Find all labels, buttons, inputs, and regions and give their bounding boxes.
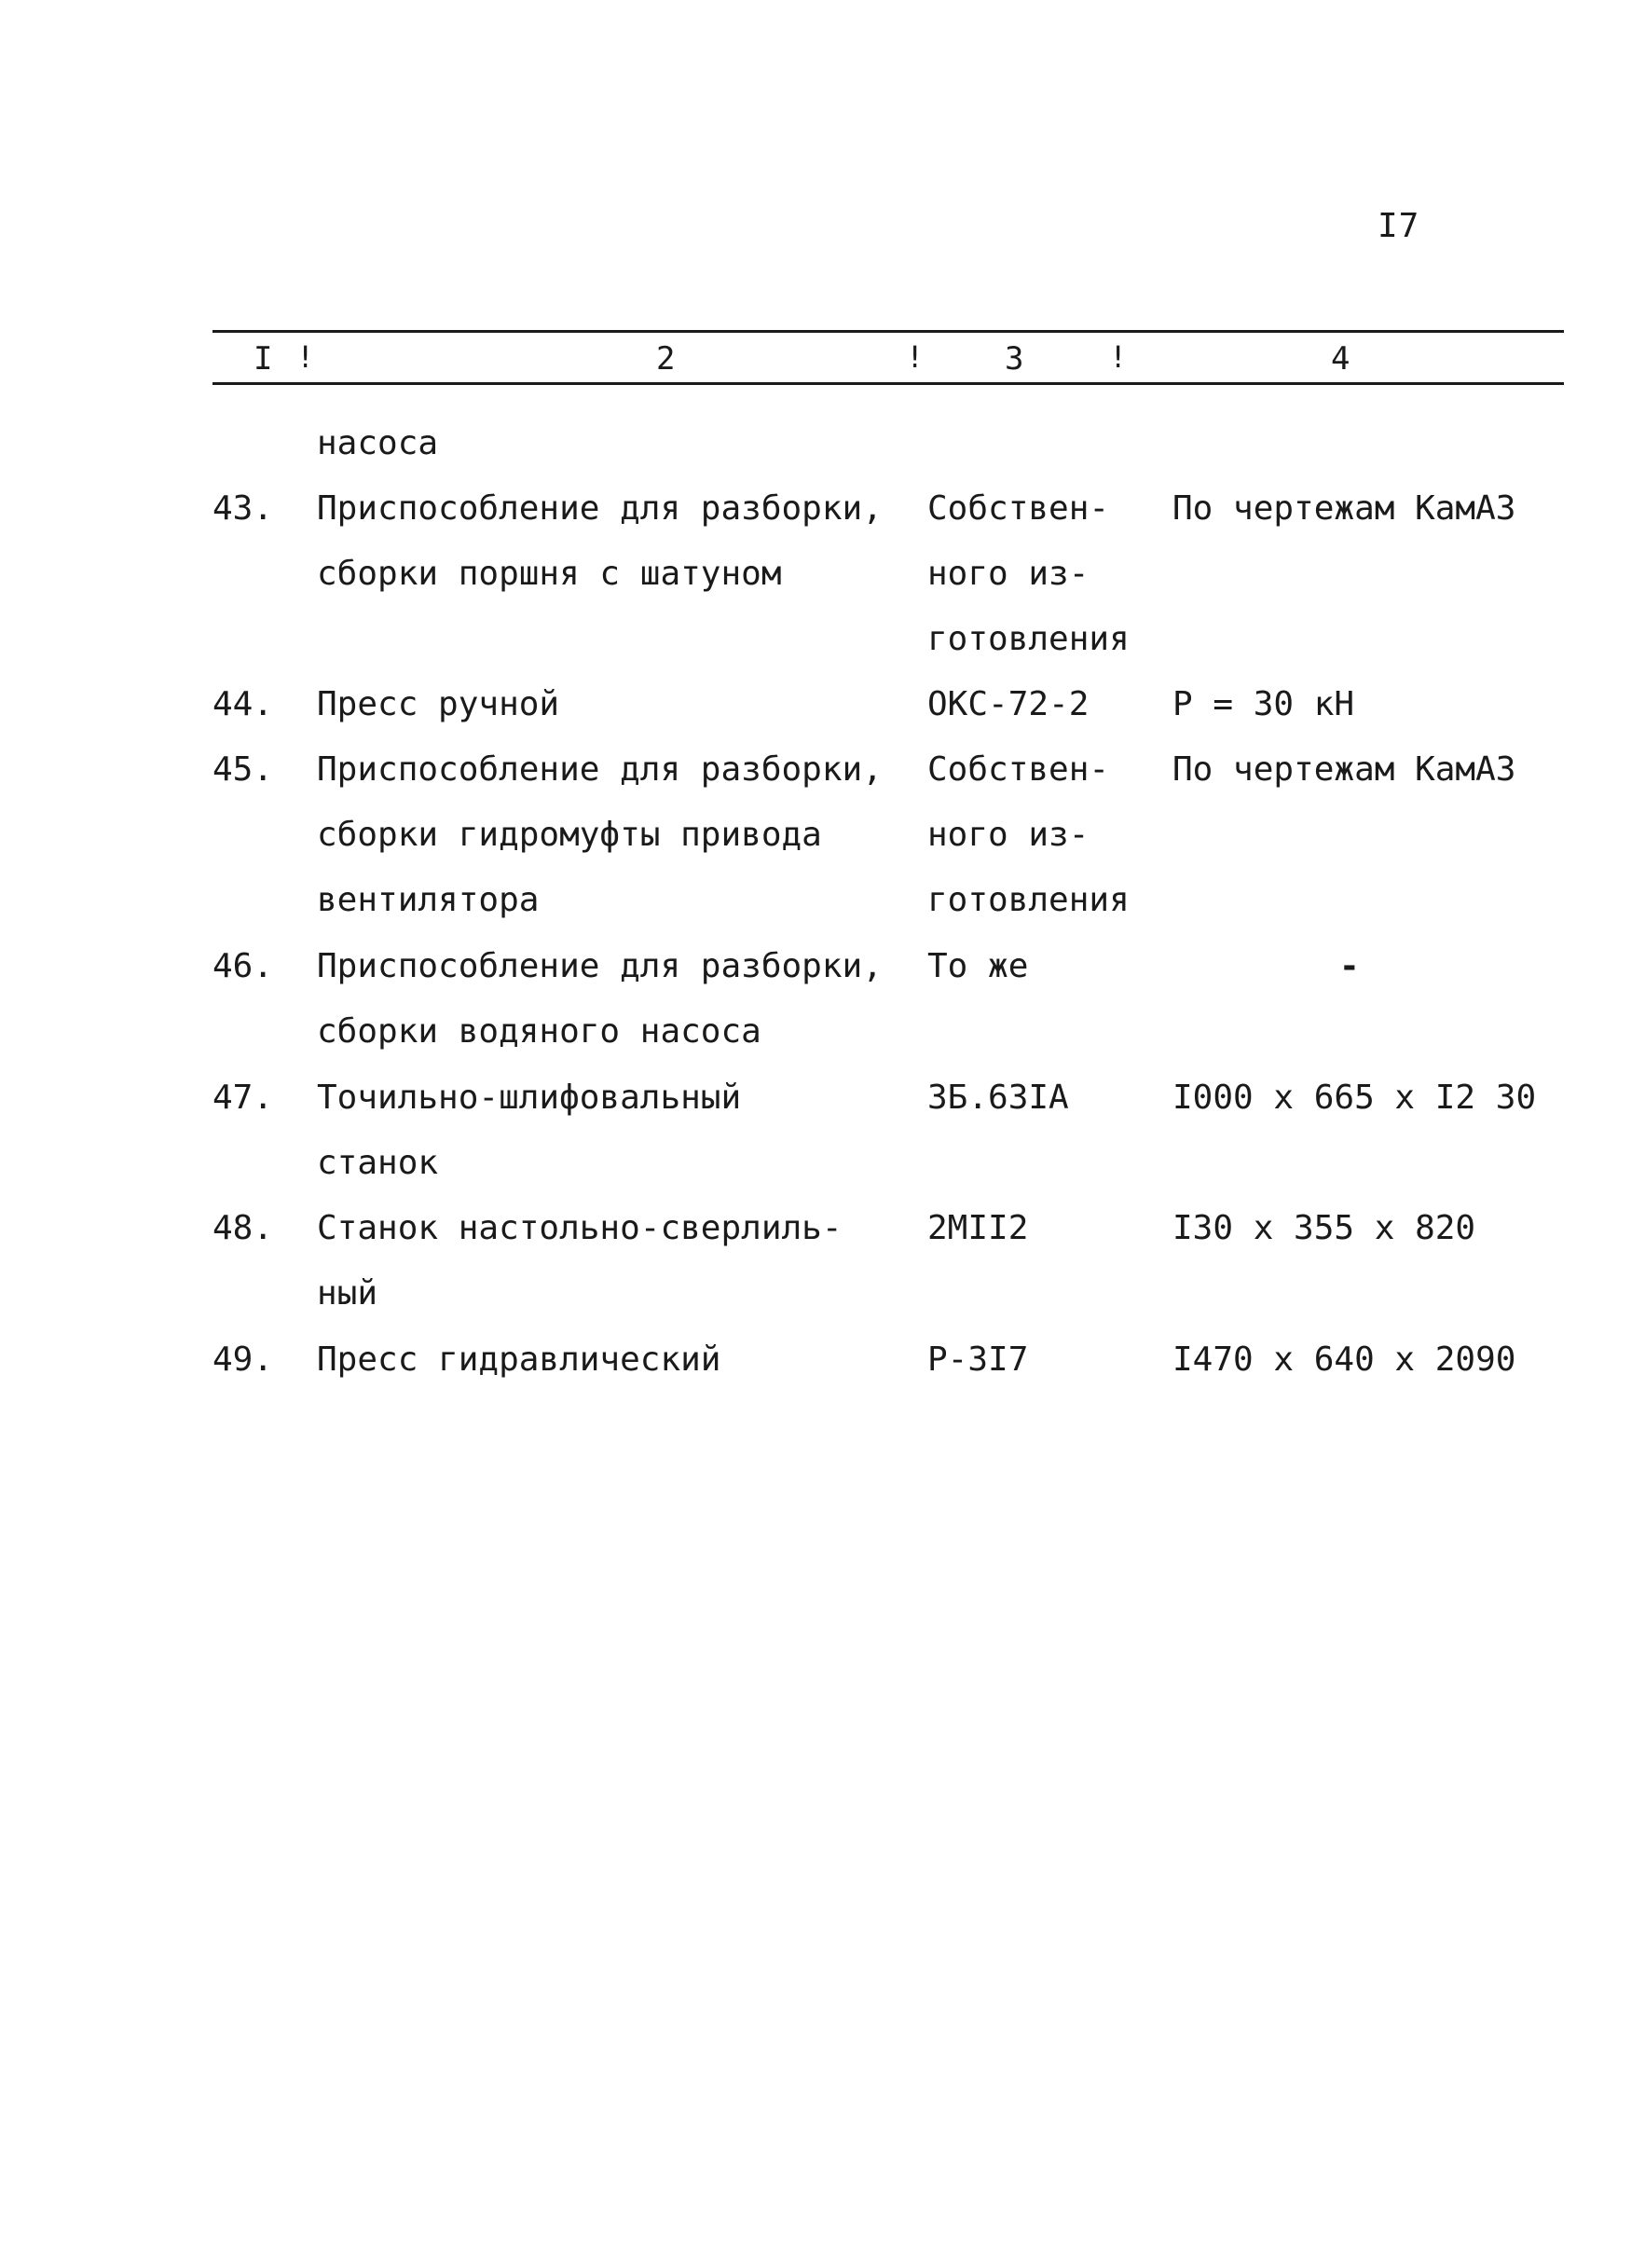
row-name-line: сборки гидромуфты привода xyxy=(317,816,822,854)
row-spec: I000 х 665 х I2 30 xyxy=(1172,1079,1537,1117)
row-name-line: Приспособление для разборки, xyxy=(317,947,883,985)
header-separator-3: ! xyxy=(1109,339,1128,375)
row-name-line: станок xyxy=(317,1144,439,1182)
header-col-2: 2 xyxy=(656,340,676,378)
row-name-line: Приспособление для разборки, xyxy=(317,489,883,528)
row-model-line: Собствен- xyxy=(927,750,1110,789)
row-model-line: ного из- xyxy=(927,816,1090,854)
table-bottom-rule xyxy=(212,382,1564,385)
table-top-rule xyxy=(212,330,1564,333)
header-separator-1: ! xyxy=(296,339,315,375)
row-number: 47. xyxy=(212,1079,274,1117)
row-model-line: Р-3I7 xyxy=(927,1340,1029,1379)
row-name-line: сборки поршня с шатуном xyxy=(317,555,782,593)
row-model-line: готовления xyxy=(927,881,1130,919)
row-spec-dash: - xyxy=(1339,947,1360,985)
row-number: 48. xyxy=(212,1209,274,1247)
row-model-line: То же xyxy=(927,947,1029,985)
row-number: 43. xyxy=(212,489,274,528)
row-spec: I470 х 640 х 2090 xyxy=(1172,1340,1516,1379)
page-number: I7 xyxy=(1378,207,1420,245)
row-model-line: 3Б.63IА xyxy=(927,1079,1069,1117)
row-name-line: Точильно-шлифовальный xyxy=(317,1079,742,1117)
row-spec: По чертежам КамАЗ xyxy=(1172,750,1516,789)
row-number: 44. xyxy=(212,685,274,723)
row-number: 45. xyxy=(212,750,274,789)
row-model-line: 2МII2 xyxy=(927,1209,1029,1247)
row-spec: По чертежам КамАЗ xyxy=(1172,489,1516,528)
row-name-line: сборки водяного насоса xyxy=(317,1012,761,1051)
row-model-line: ОКС-72-2 xyxy=(927,685,1090,723)
row-number: 49. xyxy=(212,1340,274,1379)
row-name-line: вентилятора xyxy=(317,881,540,919)
header-col-1: I xyxy=(254,340,273,378)
header-separator-2: ! xyxy=(906,339,925,375)
row-model-line: ного из- xyxy=(927,555,1090,593)
row-spec: I30 х 355 х 820 xyxy=(1172,1209,1476,1247)
row-name-line: Станок настольно-сверлиль- xyxy=(317,1209,843,1247)
row-name-line: Пресс гидравлический xyxy=(317,1340,721,1379)
row-spec: Р = 30 кН xyxy=(1172,685,1355,723)
row-name-line: Пресс ручной xyxy=(317,685,560,723)
row-name-line: ный xyxy=(317,1274,378,1313)
row-name-line: Приспособление для разборки, xyxy=(317,750,883,789)
continuation-name: насоса xyxy=(317,424,439,462)
row-number: 46. xyxy=(212,947,274,985)
header-col-3: 3 xyxy=(1005,340,1024,378)
header-col-4: 4 xyxy=(1331,340,1350,378)
row-model-line: готовления xyxy=(927,620,1130,658)
row-model-line: Собствен- xyxy=(927,489,1110,528)
